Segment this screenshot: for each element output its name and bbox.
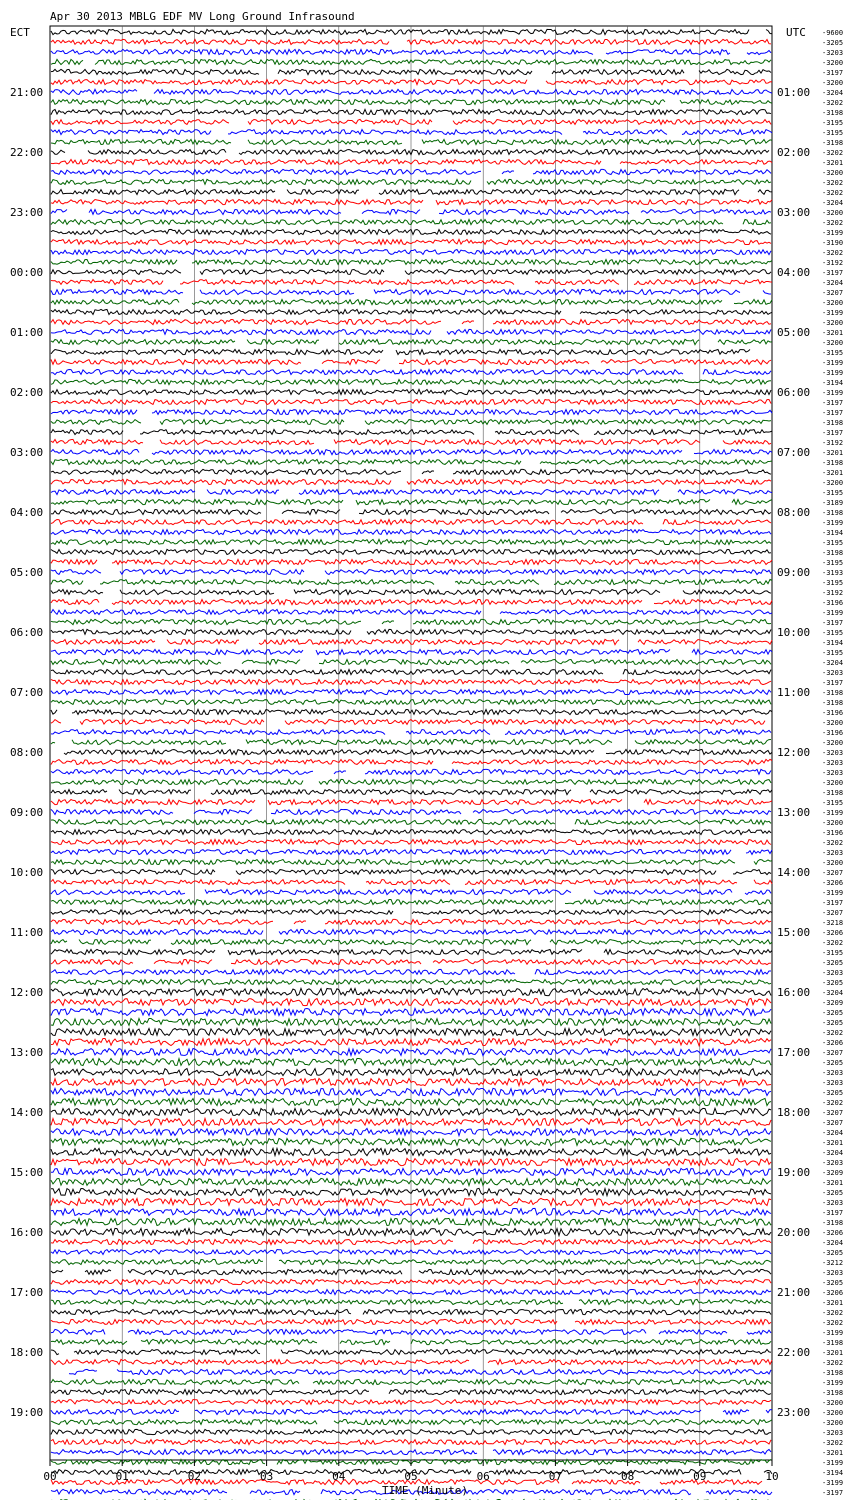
trace-offset-label: -3199 xyxy=(822,389,844,397)
trace-offset-label: -3207 xyxy=(822,909,844,917)
seismic-trace xyxy=(51,79,772,84)
trace-offset-label: -3203 xyxy=(822,1429,844,1437)
trace-offset-label: -3196 xyxy=(822,599,844,607)
seismic-trace xyxy=(51,939,772,944)
ect-hour-label: 19:00 xyxy=(10,1406,44,1419)
seismic-trace xyxy=(51,579,772,584)
trace-offset-label: -3205 xyxy=(822,959,844,967)
ect-hour-label: 23:00 xyxy=(10,206,44,219)
trace-offset-label: -3197 xyxy=(822,1209,844,1217)
trace-offset-label: -3195 xyxy=(822,949,844,957)
x-tick-label: 06 xyxy=(476,1470,490,1483)
trace-offset-label: -3198 xyxy=(822,699,844,707)
trace-offset-label: -3200 xyxy=(822,209,844,217)
trace-offset-label: -3195 xyxy=(822,579,844,587)
seismic-trace xyxy=(51,29,772,34)
trace-offset-label: -3209 xyxy=(822,999,844,1007)
trace-offset-label: -3201 xyxy=(822,1179,844,1187)
trace-offset-label: -3203 xyxy=(822,1159,844,1167)
ect-hour-label: 00:00 xyxy=(10,266,44,279)
trace-offset-label: -3199 xyxy=(822,809,844,817)
trace-offset-label: -3203 xyxy=(822,1079,844,1087)
trace-group xyxy=(51,29,772,1500)
ect-hour-label: 13:00 xyxy=(10,1046,44,1059)
trace-offset-label: -3206 xyxy=(822,1039,844,1047)
x-tick-label: 04 xyxy=(332,1470,346,1483)
x-tick-label: 07 xyxy=(548,1470,563,1483)
trace-offset-label: -3199 xyxy=(822,1459,844,1467)
trace-offset-label: -3198 xyxy=(822,1369,844,1377)
trace-offset-label: -3209 xyxy=(822,1169,844,1177)
utc-hour-label: 01:00 xyxy=(777,86,811,99)
trace-offset-label: -3204 xyxy=(822,1239,844,1247)
trace-offset-label: -3200 xyxy=(822,739,844,747)
trace-offset-label: -3205 xyxy=(822,1189,844,1197)
trace-offset-label: -3199 xyxy=(822,369,844,377)
trace-offset-label: -3212 xyxy=(822,1259,844,1267)
ect-hour-label: 21:00 xyxy=(10,86,44,99)
trace-offset-label: -3207 xyxy=(822,289,844,297)
trace-offset-label: -3202 xyxy=(822,1439,844,1447)
seismic-trace xyxy=(51,309,772,314)
trace-offset-label: -3203 xyxy=(822,969,844,977)
seismic-trace xyxy=(51,259,772,264)
trace-offset-label: -3190 xyxy=(822,239,844,247)
x-tick-label: 09 xyxy=(693,1470,707,1483)
trace-offset-label: -3198 xyxy=(822,789,844,797)
trace-offset-labels xyxy=(822,29,843,1500)
seismic-trace xyxy=(69,1369,771,1374)
utc-hour-label: 11:00 xyxy=(777,686,811,699)
trace-offset-label: -3199 xyxy=(822,609,844,617)
trace-offset-label: -3195 xyxy=(822,129,844,137)
seismic-trace xyxy=(51,649,772,654)
trace-offset-label: -3202 xyxy=(822,179,844,187)
trace-offset-label: -3195 xyxy=(822,799,844,807)
trace-offset-label: -3202 xyxy=(822,1359,844,1367)
ect-hour-label: 07:00 xyxy=(10,686,44,699)
trace-offset-label: -3200 xyxy=(822,719,844,727)
trace-offset-label: -3201 xyxy=(822,1299,844,1307)
utc-hour-label: 21:00 xyxy=(777,1286,811,1299)
trace-offset-label: -3199 xyxy=(822,889,844,897)
utc-hour-label: 20:00 xyxy=(777,1226,811,1239)
trace-offset-label: -3197 xyxy=(822,429,844,437)
seismic-trace xyxy=(51,189,772,194)
utc-hour-labels xyxy=(777,86,810,1419)
seismic-trace xyxy=(51,130,772,135)
right-timezone-label: UTC xyxy=(786,26,806,39)
x-tick-label: 01 xyxy=(115,1470,129,1483)
trace-offset-label: -3206 xyxy=(822,929,844,937)
seismic-trace xyxy=(51,499,772,504)
trace-offset-label: -3198 xyxy=(822,1219,844,1227)
trace-offset-label: -3200 xyxy=(822,339,844,347)
trace-offset-label: -3203 xyxy=(822,669,844,677)
trace-offset-label: -3202 xyxy=(822,149,844,157)
trace-offset-label: -3200 xyxy=(822,1419,844,1427)
seismic-trace xyxy=(51,639,772,644)
trace-offset-label: -3196 xyxy=(822,709,844,717)
ect-hour-label: 16:00 xyxy=(10,1226,44,1239)
trace-offset-label: -3194 xyxy=(822,379,844,387)
trace-offset-label: -3200 xyxy=(822,819,844,827)
trace-offset-label: -3199 xyxy=(822,229,844,237)
trace-offset-label: -3198 xyxy=(822,1339,844,1347)
trace-offset-label: -3197 xyxy=(822,1489,844,1497)
trace-offset-label: -3197 xyxy=(822,69,844,77)
ect-hour-label: 14:00 xyxy=(10,1106,44,1119)
trace-offset-label: -3207 xyxy=(822,869,844,877)
trace-offset-label: -3204 xyxy=(822,659,844,667)
trace-offset-label: -3197 xyxy=(822,619,844,627)
x-tick-label: 02 xyxy=(187,1470,202,1483)
seismic-trace xyxy=(51,789,772,794)
trace-offset-label: -3200 xyxy=(822,79,844,87)
trace-offset-label: -3201 xyxy=(822,1349,844,1357)
trace-offset-label: -3197 xyxy=(822,399,844,407)
ect-hour-label: 10:00 xyxy=(10,866,44,879)
utc-hour-label: 06:00 xyxy=(777,386,811,399)
trace-offset-label: -3204 xyxy=(822,279,844,287)
trace-offset-label: -3199 xyxy=(822,1379,844,1387)
trace-offset-label: -3200 xyxy=(822,169,844,177)
ect-hour-label: 17:00 xyxy=(10,1286,44,1299)
trace-offset-label: -3201 xyxy=(822,1449,844,1457)
trace-offset-label: -3198 xyxy=(822,459,844,467)
trace-offset-label: -3198 xyxy=(822,549,844,557)
utc-hour-label: 07:00 xyxy=(777,446,811,459)
trace-offset-label: -3195 xyxy=(822,489,844,497)
trace-offset-label: -9600 xyxy=(822,29,844,37)
utc-hour-label: 08:00 xyxy=(777,506,811,519)
trace-offset-label: -3201 xyxy=(822,1139,844,1147)
trace-offset-label: -3204 xyxy=(822,1129,844,1137)
trace-offset-label: -3200 xyxy=(822,319,844,327)
trace-offset-label: -3200 xyxy=(822,299,844,307)
trace-offset-label: -3197 xyxy=(822,409,844,417)
seismic-trace xyxy=(51,949,772,954)
ect-hour-label: 04:00 xyxy=(10,506,44,519)
seismic-trace xyxy=(64,749,772,754)
trace-offset-label: -3205 xyxy=(822,1089,844,1097)
seismic-trace xyxy=(51,89,772,94)
trace-offset-label: -3205 xyxy=(822,1279,844,1287)
seismic-trace xyxy=(51,339,772,344)
trace-offset-label: -3203 xyxy=(822,769,844,777)
utc-hour-label: 12:00 xyxy=(777,746,811,759)
seismic-trace xyxy=(51,709,772,714)
utc-hour-label: 09:00 xyxy=(777,566,811,579)
seismic-trace xyxy=(51,429,772,434)
chart-title: Apr 30 2013 MBLG EDF MV Long Ground Infrasound xyxy=(50,10,355,23)
ect-hour-label: 02:00 xyxy=(10,386,44,399)
utc-hour-label: 18:00 xyxy=(777,1106,811,1119)
trace-offset-label: -3199 xyxy=(822,359,844,367)
trace-offset-label: -3203 xyxy=(822,1199,844,1207)
utc-hour-label: 13:00 xyxy=(777,806,811,819)
ect-hour-label: 09:00 xyxy=(10,806,44,819)
trace-offset-label: -3198 xyxy=(822,509,844,517)
x-tick-label: 05 xyxy=(404,1470,418,1483)
ect-hour-label: 22:00 xyxy=(10,146,44,159)
seismic-trace xyxy=(51,139,772,144)
trace-offset-label: -3198 xyxy=(822,689,844,697)
seismic-trace xyxy=(51,349,772,354)
trace-offset-label: -3206 xyxy=(822,1289,844,1297)
trace-offset-label: -3205 xyxy=(822,39,844,47)
trace-offset-label: -3199 xyxy=(822,519,844,527)
trace-offset-label: -3199 xyxy=(822,1479,844,1487)
trace-offset-label: -3199 xyxy=(822,1329,844,1337)
utc-hour-label: 05:00 xyxy=(777,326,811,339)
trace-offset-label: -3202 xyxy=(822,939,844,947)
trace-offset-label: -3206 xyxy=(822,1229,844,1237)
trace-offset-label: -3198 xyxy=(822,139,844,147)
trace-offset-label: -3206 xyxy=(822,879,844,887)
trace-offset-label: -3201 xyxy=(822,449,844,457)
trace-offset-label: -3195 xyxy=(822,559,844,567)
trace-offset-label: -3200 xyxy=(822,59,844,67)
trace-offset-label: -3198 xyxy=(822,419,844,427)
seismic-trace xyxy=(51,459,772,464)
x-tick-label: 00 xyxy=(43,1470,57,1483)
trace-offset-label: -3193 xyxy=(822,569,844,577)
trace-offset-label: -3192 xyxy=(822,589,844,597)
seismic-trace xyxy=(51,159,772,164)
x-tick-label: 10 xyxy=(765,1470,779,1483)
trace-offset-label: -3197 xyxy=(822,899,844,907)
utc-hour-label: 14:00 xyxy=(777,866,811,879)
trace-offset-label: -3203 xyxy=(822,49,844,57)
utc-hour-label: 15:00 xyxy=(777,926,811,939)
trace-offset-label: -3196 xyxy=(822,729,844,737)
ect-hour-label: 03:00 xyxy=(10,446,44,459)
trace-offset-label: -3202 xyxy=(822,219,844,227)
x-axis-label: TIME (Minute) xyxy=(381,1484,469,1497)
seismic-trace xyxy=(51,280,772,285)
utc-hour-label: 10:00 xyxy=(777,626,811,639)
seismic-trace xyxy=(51,799,772,804)
trace-offset-label: -3202 xyxy=(822,249,844,257)
ect-hour-label: 18:00 xyxy=(10,1346,44,1359)
ect-hour-labels xyxy=(10,86,43,1419)
seismic-trace xyxy=(51,719,765,724)
utc-hour-label: 04:00 xyxy=(777,266,811,279)
trace-offset-label: -3203 xyxy=(822,849,844,857)
seismic-trace xyxy=(51,599,772,604)
seismic-trace xyxy=(51,559,772,564)
utc-hour-label: 17:00 xyxy=(777,1046,811,1059)
seismic-trace xyxy=(51,489,772,494)
utc-hour-label: 16:00 xyxy=(777,986,811,999)
trace-offset-label: -3207 xyxy=(822,1049,844,1057)
utc-hour-label: 02:00 xyxy=(777,146,811,159)
trace-offset-label: -3202 xyxy=(822,99,844,107)
trace-offset-label: -3205 xyxy=(822,1009,844,1017)
trace-offset-label: -3195 xyxy=(822,649,844,657)
trace-offset-label: -3203 xyxy=(822,749,844,757)
trace-offset-label: -3202 xyxy=(822,1309,844,1317)
seismic-trace xyxy=(51,299,772,304)
trace-offset-label: -3194 xyxy=(822,529,844,537)
minute-gridlines xyxy=(122,26,700,1460)
trace-offset-label: -3199 xyxy=(822,309,844,317)
trace-offset-label: -3194 xyxy=(822,1469,844,1477)
trace-offset-label: -3200 xyxy=(822,479,844,487)
trace-offset-label: -3205 xyxy=(822,1249,844,1257)
trace-offset-label: -3195 xyxy=(822,349,844,357)
seismic-trace xyxy=(51,859,772,864)
seismic-trace xyxy=(51,409,772,414)
seismic-trace xyxy=(51,909,772,914)
seismic-trace xyxy=(51,199,772,204)
trace-offset-label: -3201 xyxy=(822,469,844,477)
trace-offset-label: -3203 xyxy=(822,1269,844,1277)
trace-offset-label: -3200 xyxy=(822,1409,844,1417)
trace-offset-label: -3202 xyxy=(822,1029,844,1037)
trace-offset-label: -3218 xyxy=(822,919,844,927)
trace-offset-label: -3205 xyxy=(822,1059,844,1067)
trace-offset-label: -3192 xyxy=(822,439,844,447)
trace-offset-label: -3205 xyxy=(822,979,844,987)
utc-hour-label: 22:00 xyxy=(777,1346,811,1359)
trace-offset-label: -3202 xyxy=(822,839,844,847)
ect-hour-label: 05:00 xyxy=(10,566,44,579)
x-tick-label: 03 xyxy=(259,1470,274,1483)
ect-hour-label: 15:00 xyxy=(10,1166,44,1179)
seismic-trace xyxy=(51,99,772,104)
trace-offset-label: -3195 xyxy=(822,119,844,127)
trace-offset-label: -3204 xyxy=(822,989,844,997)
x-axis-ticks xyxy=(43,1460,778,1483)
trace-offset-label: -3200 xyxy=(822,779,844,787)
x-tick-label: 08 xyxy=(620,1470,635,1483)
trace-offset-label: -3200 xyxy=(822,859,844,867)
trace-offset-label: -3202 xyxy=(822,1099,844,1107)
trace-offset-label: -3202 xyxy=(822,189,844,197)
seismic-trace xyxy=(51,1359,772,1364)
seismic-trace xyxy=(51,150,769,155)
ect-hour-label: 06:00 xyxy=(10,626,44,639)
trace-offset-label: -3194 xyxy=(822,639,844,647)
utc-hour-label: 23:00 xyxy=(777,1406,811,1419)
trace-offset-label: -3189 xyxy=(822,499,844,507)
seismic-trace xyxy=(51,1419,772,1424)
trace-offset-label: -3201 xyxy=(822,329,844,337)
trace-offset-label: -3204 xyxy=(822,89,844,97)
trace-offset-label: -3201 xyxy=(822,159,844,167)
ect-hour-label: 12:00 xyxy=(10,986,44,999)
trace-offset-label: -3204 xyxy=(822,199,844,207)
trace-offset-label: -3195 xyxy=(822,539,844,547)
trace-offset-label: -3203 xyxy=(822,1069,844,1077)
ect-hour-label: 08:00 xyxy=(10,746,44,759)
seismic-trace xyxy=(51,609,772,614)
seismic-trace xyxy=(51,849,772,854)
seismic-trace xyxy=(51,1409,772,1414)
trace-offset-label: -3196 xyxy=(822,829,844,837)
utc-hour-label: 03:00 xyxy=(777,206,811,219)
seismic-trace xyxy=(51,759,772,764)
trace-offset-label: -3198 xyxy=(822,109,844,117)
trace-offset-label: -3203 xyxy=(822,759,844,767)
trace-offset-label: -3200 xyxy=(822,1399,844,1407)
trace-offset-label: -3195 xyxy=(822,629,844,637)
trace-offset-label: -3207 xyxy=(822,1119,844,1127)
trace-offset-label: -3204 xyxy=(822,1149,844,1157)
trace-offset-label: -3192 xyxy=(822,259,844,267)
utc-hour-label: 19:00 xyxy=(777,1166,811,1179)
trace-offset-label: -3205 xyxy=(822,1019,844,1027)
trace-offset-label: -3207 xyxy=(822,1109,844,1117)
trace-offset-label: -3198 xyxy=(822,1389,844,1397)
trace-offset-label: -3197 xyxy=(822,269,844,277)
trace-offset-label: -3202 xyxy=(822,1319,844,1327)
seismic-trace xyxy=(51,879,772,884)
ect-hour-label: 11:00 xyxy=(10,926,44,939)
ect-hour-label: 01:00 xyxy=(10,326,44,339)
left-timezone-label: ECT xyxy=(10,26,30,39)
seismic-trace xyxy=(51,449,772,454)
trace-offset-label: -3197 xyxy=(822,679,844,687)
